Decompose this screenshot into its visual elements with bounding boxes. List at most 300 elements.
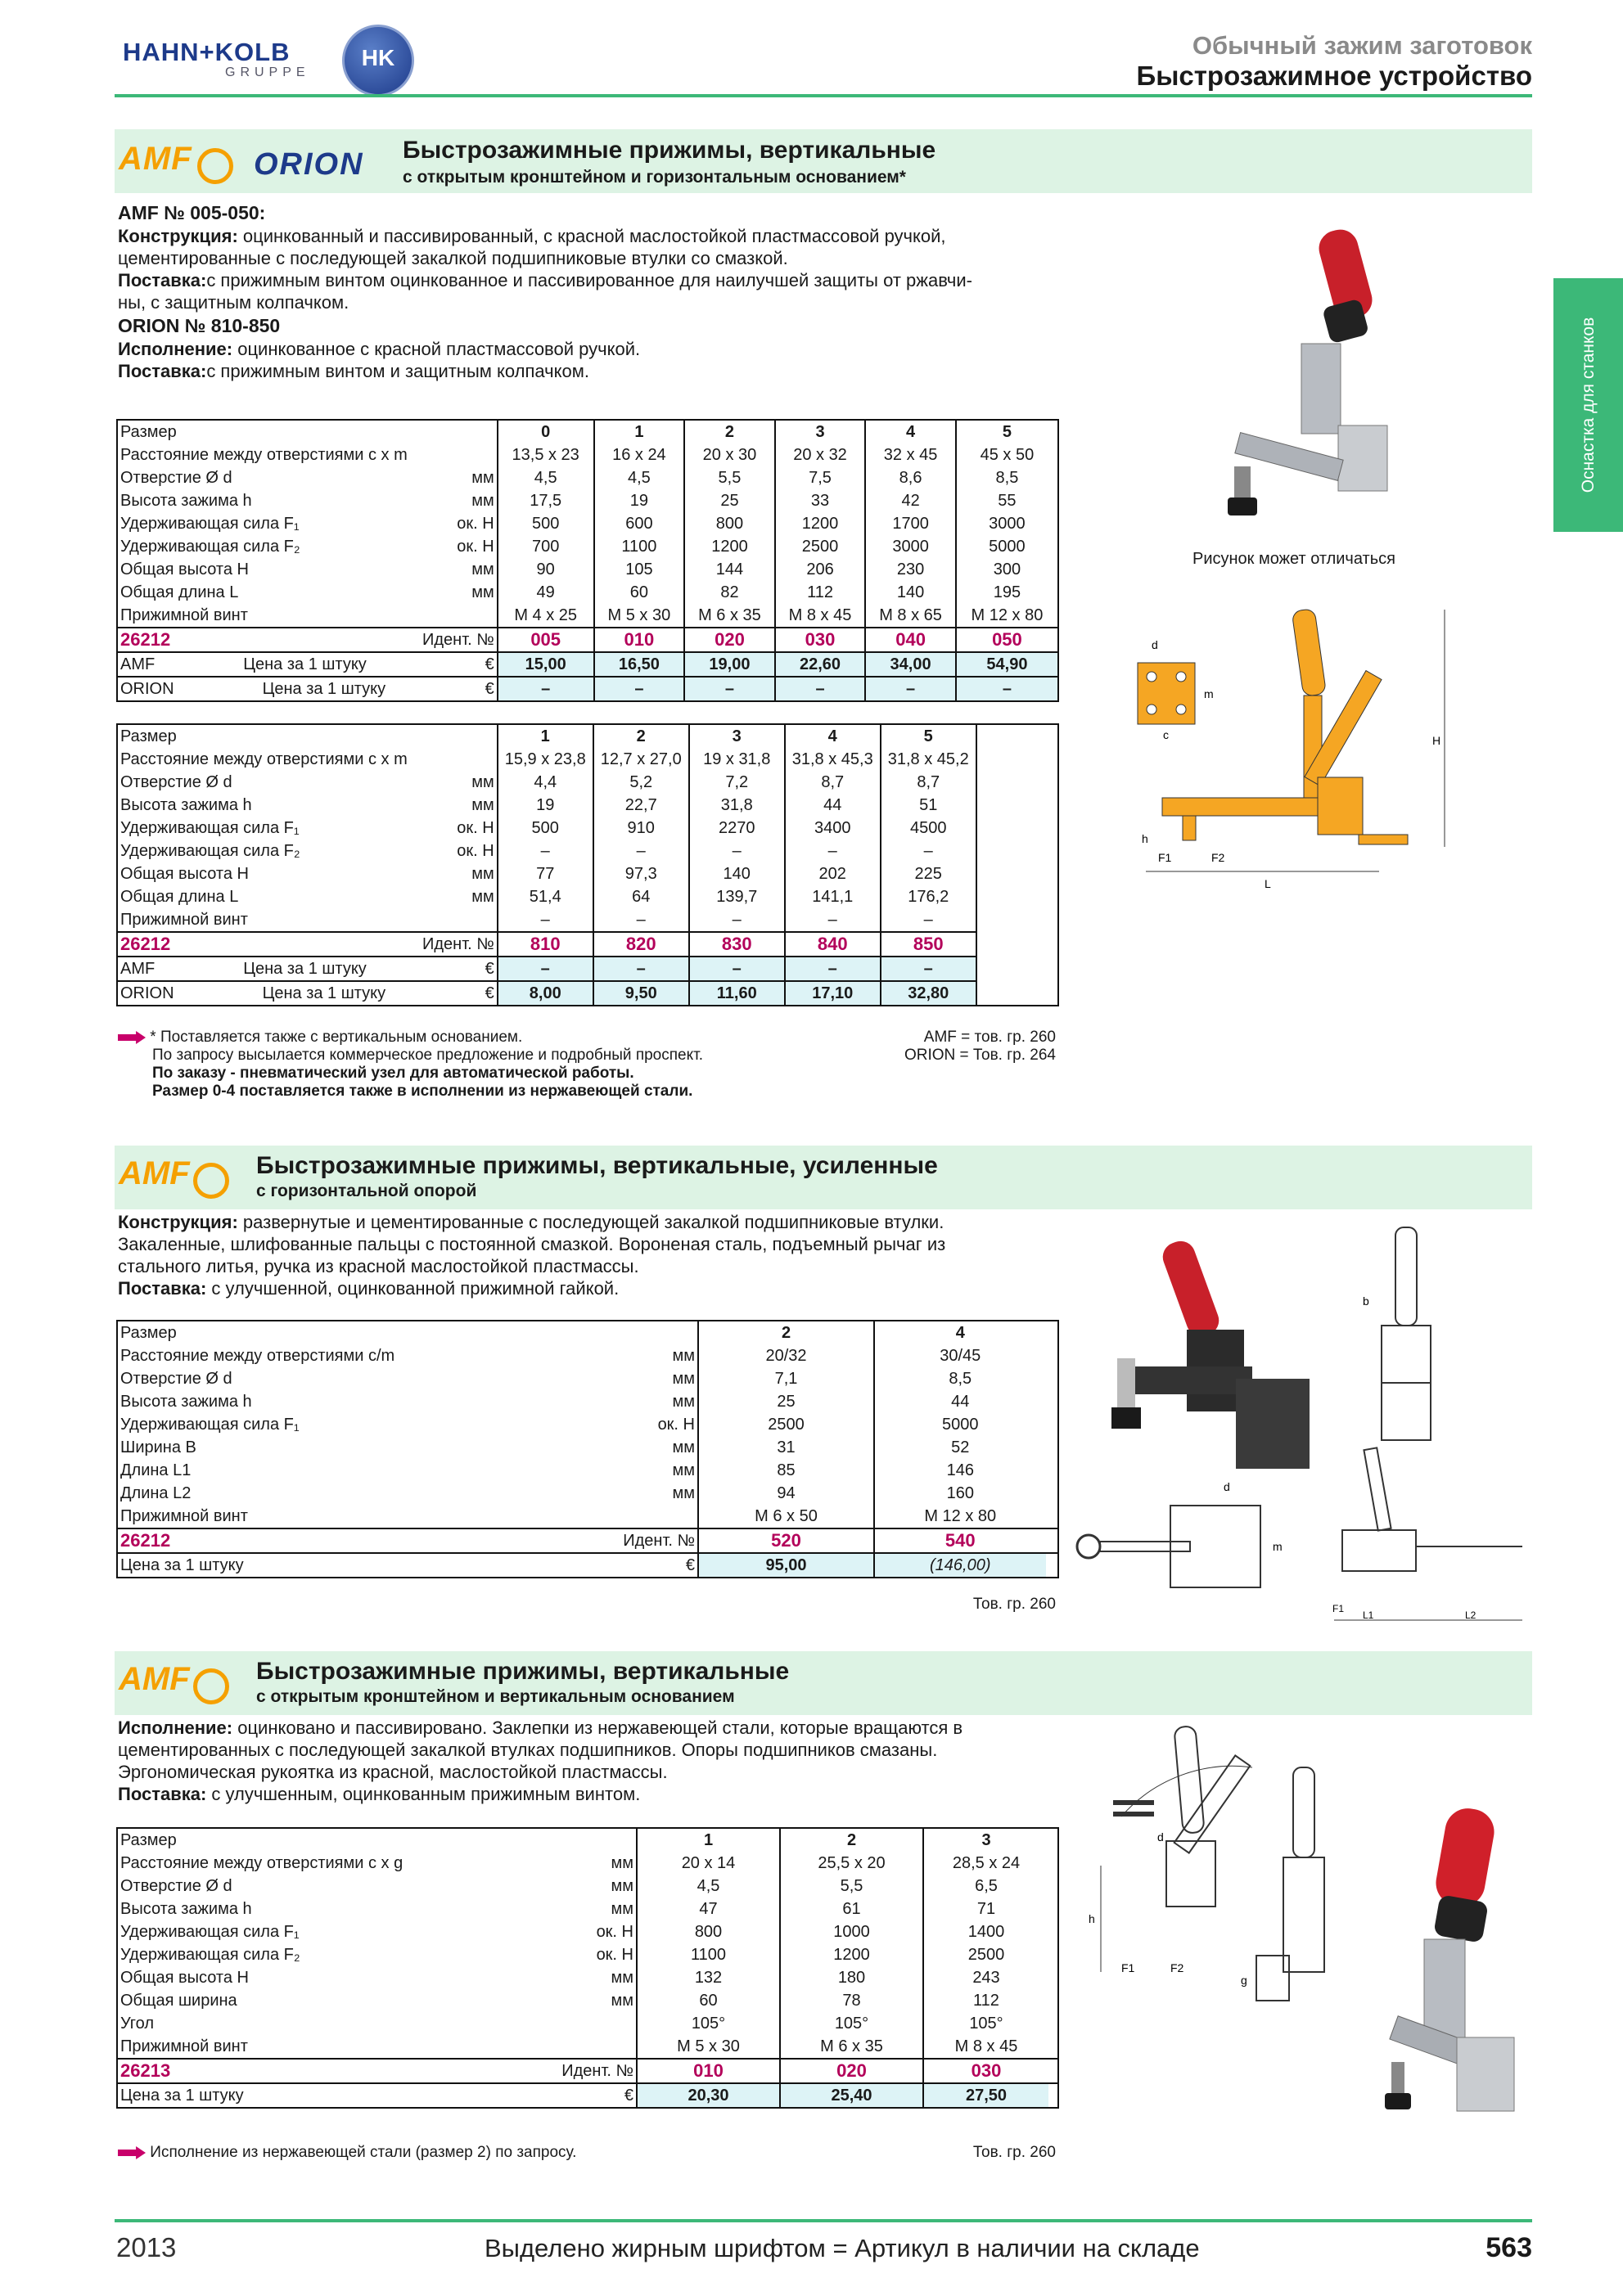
section3-title: Быстрозажимные прижимы, вертикальные xyxy=(256,1658,790,1685)
value-cell: 1100 xyxy=(637,1943,780,1966)
brand-label: AMF xyxy=(120,960,156,978)
price-label-cell xyxy=(117,1553,575,1578)
s3-version-text-2: цементированных с последующей закалкой втулках подшипников. Опоры подшипников смазаны. xyxy=(118,1740,938,1760)
value-cell: 5,5 xyxy=(780,1875,923,1898)
row-label: Удерживающая сила F₁ xyxy=(120,819,300,837)
ident-number: 050 xyxy=(956,628,1058,652)
table-row xyxy=(117,794,1058,817)
row-unit: мм xyxy=(471,865,494,883)
value-cell xyxy=(976,908,1058,932)
price-cell: – xyxy=(593,957,689,981)
value-cell: 4500 xyxy=(881,817,976,840)
value-cell xyxy=(976,840,1058,862)
row-label: Общая длина L xyxy=(120,583,239,601)
ident-number: 840 xyxy=(785,932,881,957)
table-row xyxy=(117,512,1058,535)
value-cell: 60 xyxy=(637,1989,780,2012)
value-cell: 33 xyxy=(775,489,866,512)
row-unit xyxy=(420,420,498,443)
price-cell: 19,00 xyxy=(684,652,775,677)
section3-subtitle: с открытым кронштейном и вертикальным основанием xyxy=(256,1687,735,1706)
ident-label: Идент. № xyxy=(420,628,498,652)
price-cell: 25,40 xyxy=(780,2083,923,2108)
row-unit: мм xyxy=(611,1992,633,2010)
value-cell: 1700 xyxy=(865,512,956,535)
article-number: 26212 xyxy=(117,1528,575,1553)
ident-number: 030 xyxy=(775,628,866,652)
price-cell: – xyxy=(498,677,594,701)
value-cell: 1 xyxy=(594,420,685,443)
row-label: Удерживающая сила F₂ xyxy=(120,1946,300,1964)
price-cell: – xyxy=(881,957,976,981)
table-row xyxy=(117,817,1058,840)
ident-label: Идент. № xyxy=(575,1528,698,1553)
value-cell: 132 xyxy=(637,1966,780,1989)
value-cell: M 6 x 50 xyxy=(698,1505,874,1528)
value-cell: 13,5 x 23 xyxy=(498,443,594,466)
table-row xyxy=(117,489,1058,512)
value-cell: 64 xyxy=(593,885,689,908)
ident-number: 030 xyxy=(923,2059,1048,2083)
row-label: Удерживающая сила F₂ xyxy=(120,538,300,556)
row-unit: мм xyxy=(672,1347,695,1365)
s2-construction-text-2: Закаленные, шлифованные пальцы с постоянной смазкой. Вороненая сталь, подъемный рычаг из xyxy=(118,1234,946,1254)
row-unit: мм xyxy=(471,492,494,510)
value-cell xyxy=(976,771,1058,794)
construction-label: Конструкция: xyxy=(118,226,238,246)
value-cell: 51,4 xyxy=(498,885,593,908)
s2-construction-label: Конструкция: xyxy=(118,1212,238,1232)
price-row xyxy=(117,1553,1058,1578)
value-cell: 49 xyxy=(498,581,594,604)
orion-logo: ORION xyxy=(254,147,364,182)
row-label: Высота зажима h xyxy=(120,1393,252,1411)
clamp-diagram-1 xyxy=(1134,601,1461,912)
currency: € xyxy=(420,677,498,701)
price-label-cell xyxy=(117,677,420,701)
value-cell xyxy=(976,794,1058,817)
value-cell: 141,1 xyxy=(785,885,881,908)
value-cell: 16 x 24 xyxy=(594,443,685,466)
value-cell: 4,5 xyxy=(594,466,685,489)
row-unit xyxy=(420,443,498,466)
photo-caption: Рисунок может отличаться xyxy=(1192,550,1395,568)
value-cell: 7,1 xyxy=(698,1367,874,1390)
value-cell: 30/45 xyxy=(874,1344,1046,1367)
row-label: Отверстие Ø d xyxy=(120,773,232,791)
amf-logo xyxy=(119,141,233,184)
spacer-cell xyxy=(1048,1852,1058,1875)
value-cell: 3 xyxy=(923,1828,1048,1852)
value-cell: 1400 xyxy=(923,1920,1048,1943)
price-cell: 17,10 xyxy=(785,981,881,1006)
ident-number xyxy=(976,932,1058,957)
value-cell: 61 xyxy=(780,1898,923,1920)
amf-logo-3 xyxy=(119,1661,229,1704)
value-cell: 112 xyxy=(775,581,866,604)
ident-row xyxy=(117,628,1058,652)
value-cell: 500 xyxy=(498,817,593,840)
price-cell: 22,60 xyxy=(775,652,866,677)
side-tab-label: Оснастка для станков xyxy=(1578,317,1598,493)
spacer-cell xyxy=(1048,1828,1058,1852)
price-cell: – xyxy=(785,957,881,981)
spacer-cell xyxy=(1048,2083,1058,2108)
ident-number: 810 xyxy=(498,932,593,957)
value-cell: 25 xyxy=(698,1390,874,1413)
spacer-cell xyxy=(1046,1367,1058,1390)
table-row xyxy=(117,748,1058,771)
value-cell: 82 xyxy=(684,581,775,604)
value-cell: 7,2 xyxy=(689,771,785,794)
value-cell: 25,5 x 20 xyxy=(780,1852,923,1875)
table-row xyxy=(117,1943,1058,1966)
s3-supply-text: с улучшенным, оцинкованным прижимным винтом. xyxy=(206,1784,641,1804)
value-cell: 3000 xyxy=(956,512,1058,535)
price-label-cell xyxy=(117,957,420,981)
row-label: Отверстие Ø d xyxy=(120,1877,232,1895)
section3-note xyxy=(118,2144,576,2162)
value-cell: 31,8 xyxy=(689,794,785,817)
value-cell: 3 xyxy=(775,420,866,443)
value-cell: 52 xyxy=(874,1436,1046,1459)
table-row xyxy=(117,1482,1058,1505)
construction-text: оцинкованный и пассивированный, с красной маслостойкой пластмассовой ручкой, xyxy=(237,226,946,246)
value-cell: 8,5 xyxy=(874,1367,1046,1390)
row-label: Удерживающая сила F₂ xyxy=(120,842,300,860)
value-cell: 12,7 x 27,0 xyxy=(593,748,689,771)
value-cell: 140 xyxy=(689,862,785,885)
value-cell: 44 xyxy=(874,1390,1046,1413)
row-label: Длина L2 xyxy=(120,1484,192,1502)
price-cell: 16,50 xyxy=(594,652,685,677)
value-cell: 206 xyxy=(775,558,866,581)
section2-description xyxy=(118,1211,1059,1299)
price-cell: – xyxy=(865,677,956,701)
table-row xyxy=(117,2035,1058,2059)
value-cell: 176,2 xyxy=(881,885,976,908)
value-cell: 1 xyxy=(637,1828,780,1852)
row-label: Общая длина L xyxy=(120,888,239,906)
price-cell: 9,50 xyxy=(593,981,689,1006)
row-unit: мм xyxy=(611,1969,633,1987)
value-cell: 2 xyxy=(593,724,689,748)
row-unit: мм xyxy=(672,1461,695,1479)
table-row xyxy=(117,1459,1058,1482)
row-label: Отверстие Ø d xyxy=(120,1370,232,1388)
row-label: Прижимной винт xyxy=(120,1507,248,1525)
value-cell: 78 xyxy=(780,1989,923,2012)
spacer-cell xyxy=(1048,2059,1058,2083)
clamp-diagram-3 xyxy=(1089,1718,1400,2062)
s2-supply-text: с улучшенной, оцинкованной прижимной гайкой. xyxy=(206,1278,620,1299)
note-4: Размер 0-4 поставляется также в исполнении из нержавеющей стали. xyxy=(152,1083,693,1100)
s3-note: Исполнение из нержавеющей стали (размер 2) по запросу. xyxy=(150,2144,577,2161)
spacer-cell xyxy=(1046,1528,1058,1553)
value-cell: 230 xyxy=(865,558,956,581)
value-cell: – xyxy=(498,840,593,862)
value-cell: M 4 x 25 xyxy=(498,604,594,628)
spec-table-amf xyxy=(116,419,1059,702)
value-cell: 94 xyxy=(698,1482,874,1505)
ident-row xyxy=(117,1528,1058,1553)
value-cell: 139,7 xyxy=(689,885,785,908)
table-row xyxy=(117,1413,1058,1436)
supply2-text: с прижимным винтом и защитным колпачком. xyxy=(206,361,589,381)
ident-number: 005 xyxy=(498,628,594,652)
value-cell: 180 xyxy=(780,1966,923,1989)
value-cell: 6,5 xyxy=(923,1875,1048,1898)
brand-label: ORION xyxy=(120,680,174,698)
construction-text-2: цементированные с последующей закалкой подшипниковые втулки со смазкой. xyxy=(118,248,788,268)
price-cell: 54,90 xyxy=(956,652,1058,677)
price-cell: – xyxy=(689,957,785,981)
value-cell: 51 xyxy=(881,794,976,817)
value-cell: 19 xyxy=(498,794,593,817)
table-row xyxy=(117,2012,1058,2035)
value-cell: 195 xyxy=(956,581,1058,604)
value-cell: 800 xyxy=(637,1920,780,1943)
row-unit xyxy=(420,908,498,932)
spec-table-orion xyxy=(116,723,1059,1006)
price-label: Цена за 1 штуку xyxy=(243,655,367,673)
row-unit: ок. Н xyxy=(596,1923,633,1941)
table-row xyxy=(117,1875,1058,1898)
amf-logo-text-2: AMF xyxy=(119,1155,190,1191)
header-category: Обычный зажим заготовок xyxy=(1192,31,1532,60)
value-cell xyxy=(976,862,1058,885)
value-cell: 20 x 32 xyxy=(775,443,866,466)
value-cell: 28,5 x 24 xyxy=(923,1852,1048,1875)
price-row xyxy=(117,652,1058,677)
dim-H: H xyxy=(1432,734,1441,747)
dim-F1-3: F1 xyxy=(1121,1961,1135,1974)
row-label: Прижимной винт xyxy=(120,911,248,929)
supply2-label: Поставка: xyxy=(118,361,207,381)
value-cell: – xyxy=(593,908,689,932)
value-cell: 31 xyxy=(698,1436,874,1459)
s3-version-text-3: Эргономическая рукоятка из красной, маслостойкой пластмассы. xyxy=(118,1762,668,1782)
ident-number: 010 xyxy=(637,2059,780,2083)
table-row xyxy=(117,1390,1058,1413)
spec-table-reinforced xyxy=(116,1320,1059,1578)
section1-description xyxy=(118,200,1059,382)
row-unit xyxy=(575,1321,698,1344)
clamp-diagram-2 xyxy=(1072,1219,1531,1628)
price-row xyxy=(117,2083,1058,2108)
note-1: * Поставляется также с вертикальным основанием. xyxy=(150,1029,523,1046)
row-unit xyxy=(420,724,498,748)
price-label-cell xyxy=(117,2083,559,2108)
ref-orion: ORION = Тов. гр. 264 xyxy=(904,1047,1056,1064)
value-cell: 85 xyxy=(698,1459,874,1482)
section2-subtitle: с горизонтальной опорой xyxy=(256,1182,477,1200)
row-unit xyxy=(559,2035,637,2059)
value-cell: M 6 x 35 xyxy=(780,2035,923,2059)
row-unit: мм xyxy=(471,583,494,601)
value-cell: 2500 xyxy=(923,1943,1048,1966)
spacer-cell xyxy=(1048,2035,1058,2059)
dim-F2-3: F2 xyxy=(1170,1961,1184,1974)
dim-F2: F2 xyxy=(1211,851,1225,864)
value-cell: 140 xyxy=(865,581,956,604)
value-cell: 97,3 xyxy=(593,862,689,885)
value-cell: 71 xyxy=(923,1898,1048,1920)
value-cell: 5000 xyxy=(874,1413,1046,1436)
value-cell: 2500 xyxy=(775,535,866,558)
value-cell: 2 xyxy=(698,1321,874,1344)
value-cell: 44 xyxy=(785,794,881,817)
spacer-cell xyxy=(1046,1553,1058,1578)
table-row xyxy=(117,1828,1058,1852)
s3-supply-label: Поставка: xyxy=(118,1784,207,1804)
value-cell xyxy=(976,817,1058,840)
row-label: Общая высота H xyxy=(120,560,249,579)
row-unit: мм xyxy=(672,1370,695,1388)
table-row xyxy=(117,771,1058,794)
value-cell: 5 xyxy=(956,420,1058,443)
amf-number: AMF № 005-050: xyxy=(118,202,266,223)
row-label: Ширина B xyxy=(120,1438,196,1456)
price-label-cell xyxy=(117,981,420,1006)
version-text: оцинкованное с красной пластмассовой ручкой. xyxy=(232,339,641,359)
value-cell: – xyxy=(593,840,689,862)
row-unit: мм xyxy=(672,1438,695,1456)
supply-label: Поставка: xyxy=(118,270,207,290)
row-unit: мм xyxy=(471,560,494,579)
value-cell: – xyxy=(785,840,881,862)
page-number[interactable]: 563 xyxy=(1485,2232,1532,2263)
value-cell: 600 xyxy=(594,512,685,535)
value-cell: 3400 xyxy=(785,817,881,840)
table-row xyxy=(117,535,1058,558)
value-cell: – xyxy=(785,908,881,932)
row-label: Удерживающая сила F₁ xyxy=(120,1416,300,1434)
value-cell: 60 xyxy=(594,581,685,604)
dim-h-3: h xyxy=(1089,1912,1095,1925)
spacer-cell xyxy=(1046,1344,1058,1367)
ident-number: 540 xyxy=(874,1528,1046,1553)
value-cell: 31,8 x 45,2 xyxy=(881,748,976,771)
table-row xyxy=(117,466,1058,489)
price-label: Цена за 1 штуку xyxy=(120,1556,244,1574)
table-row xyxy=(117,1920,1058,1943)
value-cell: M 5 x 30 xyxy=(594,604,685,628)
table-row xyxy=(117,1505,1058,1528)
note-arrow-icon xyxy=(118,1031,146,1044)
ident-number: 520 xyxy=(698,1528,874,1553)
row-label: Высота зажима h xyxy=(120,796,252,814)
spacer-cell xyxy=(1048,1966,1058,1989)
row-label: Удерживающая сила F₁ xyxy=(120,515,300,533)
price-cell: – xyxy=(956,677,1058,701)
price-cell xyxy=(976,957,1058,981)
price-row xyxy=(117,677,1058,701)
row-label: Расстояние между отверстиями с x g xyxy=(120,1854,403,1872)
brand-subname: GRUPPE xyxy=(225,65,310,79)
dim-L: L xyxy=(1265,877,1271,890)
row-label: Расстояние между отверстиями с x m xyxy=(120,750,408,768)
spacer-cell xyxy=(1048,1943,1058,1966)
spacer-cell xyxy=(1046,1505,1058,1528)
value-cell: 1200 xyxy=(775,512,866,535)
spacer-cell xyxy=(1048,1898,1058,1920)
row-unit xyxy=(420,748,498,771)
row-unit: мм xyxy=(471,796,494,814)
value-cell: M 8 x 45 xyxy=(923,2035,1048,2059)
table-row xyxy=(117,724,1058,748)
table-row xyxy=(117,862,1058,885)
price-label: Цена за 1 штуку xyxy=(262,680,386,698)
value-cell: 2 xyxy=(684,420,775,443)
value-cell: 0 xyxy=(498,420,594,443)
amf-logo-2 xyxy=(119,1155,229,1199)
row-label: Высота зажима h xyxy=(120,1900,252,1918)
value-cell: 22,7 xyxy=(593,794,689,817)
row-label: Прижимной винт xyxy=(120,606,248,624)
spacer-cell xyxy=(1046,1482,1058,1505)
row-unit: мм xyxy=(471,469,494,487)
value-cell: – xyxy=(689,908,785,932)
value-cell: 8,5 xyxy=(956,466,1058,489)
value-cell: 3 xyxy=(689,724,785,748)
value-cell: 90 xyxy=(498,558,594,581)
currency: € xyxy=(559,2083,637,2108)
value-cell: 20/32 xyxy=(698,1344,874,1367)
dim-m: m xyxy=(1204,687,1214,700)
spacer-cell xyxy=(1046,1413,1058,1436)
price-cell: 27,50 xyxy=(923,2083,1048,2108)
row-label: Размер xyxy=(120,1831,177,1849)
ident-number: 040 xyxy=(865,628,956,652)
row-unit: ок. Н xyxy=(596,1946,633,1964)
spacer-cell xyxy=(1048,2012,1058,2035)
row-label: Размер xyxy=(117,724,420,748)
value-cell: 4,5 xyxy=(498,466,594,489)
row-unit xyxy=(575,1505,698,1528)
side-category-tab[interactable] xyxy=(1553,278,1623,532)
clamp-photo-1 xyxy=(1203,196,1424,540)
row-unit xyxy=(559,2012,637,2035)
row-unit: мм xyxy=(672,1484,695,1502)
s2-construction-text: развернутые и цементированные с последующей закалкой подшипниковые втулки. xyxy=(237,1212,944,1232)
row-label: Расстояние между отверстиями с x m xyxy=(120,446,408,464)
row-unit xyxy=(559,1828,637,1852)
spacer-cell xyxy=(1048,1875,1058,1898)
brand-logo xyxy=(123,33,340,80)
row-label: Угол xyxy=(120,2015,155,2033)
price-cell: 8,00 xyxy=(498,981,593,1006)
value-cell: 202 xyxy=(785,862,881,885)
dim-b: b xyxy=(1363,1294,1369,1308)
section1-notes xyxy=(118,1029,1059,1101)
value-cell: 25 xyxy=(684,489,775,512)
spacer-cell xyxy=(1046,1436,1058,1459)
value-cell xyxy=(976,724,1058,748)
value-cell: – xyxy=(689,840,785,862)
value-cell: 910 xyxy=(593,817,689,840)
row-label: Расстояние между отверстиями c/m xyxy=(120,1347,395,1365)
table-row xyxy=(117,1321,1058,1344)
price-row xyxy=(117,981,1058,1006)
value-cell: 8,7 xyxy=(785,771,881,794)
value-cell: 45 x 50 xyxy=(956,443,1058,466)
value-cell: 3000 xyxy=(865,535,956,558)
ident-number: 850 xyxy=(881,932,976,957)
value-cell: 800 xyxy=(684,512,775,535)
value-cell: 1100 xyxy=(594,535,685,558)
value-cell: M 6 x 35 xyxy=(684,604,775,628)
